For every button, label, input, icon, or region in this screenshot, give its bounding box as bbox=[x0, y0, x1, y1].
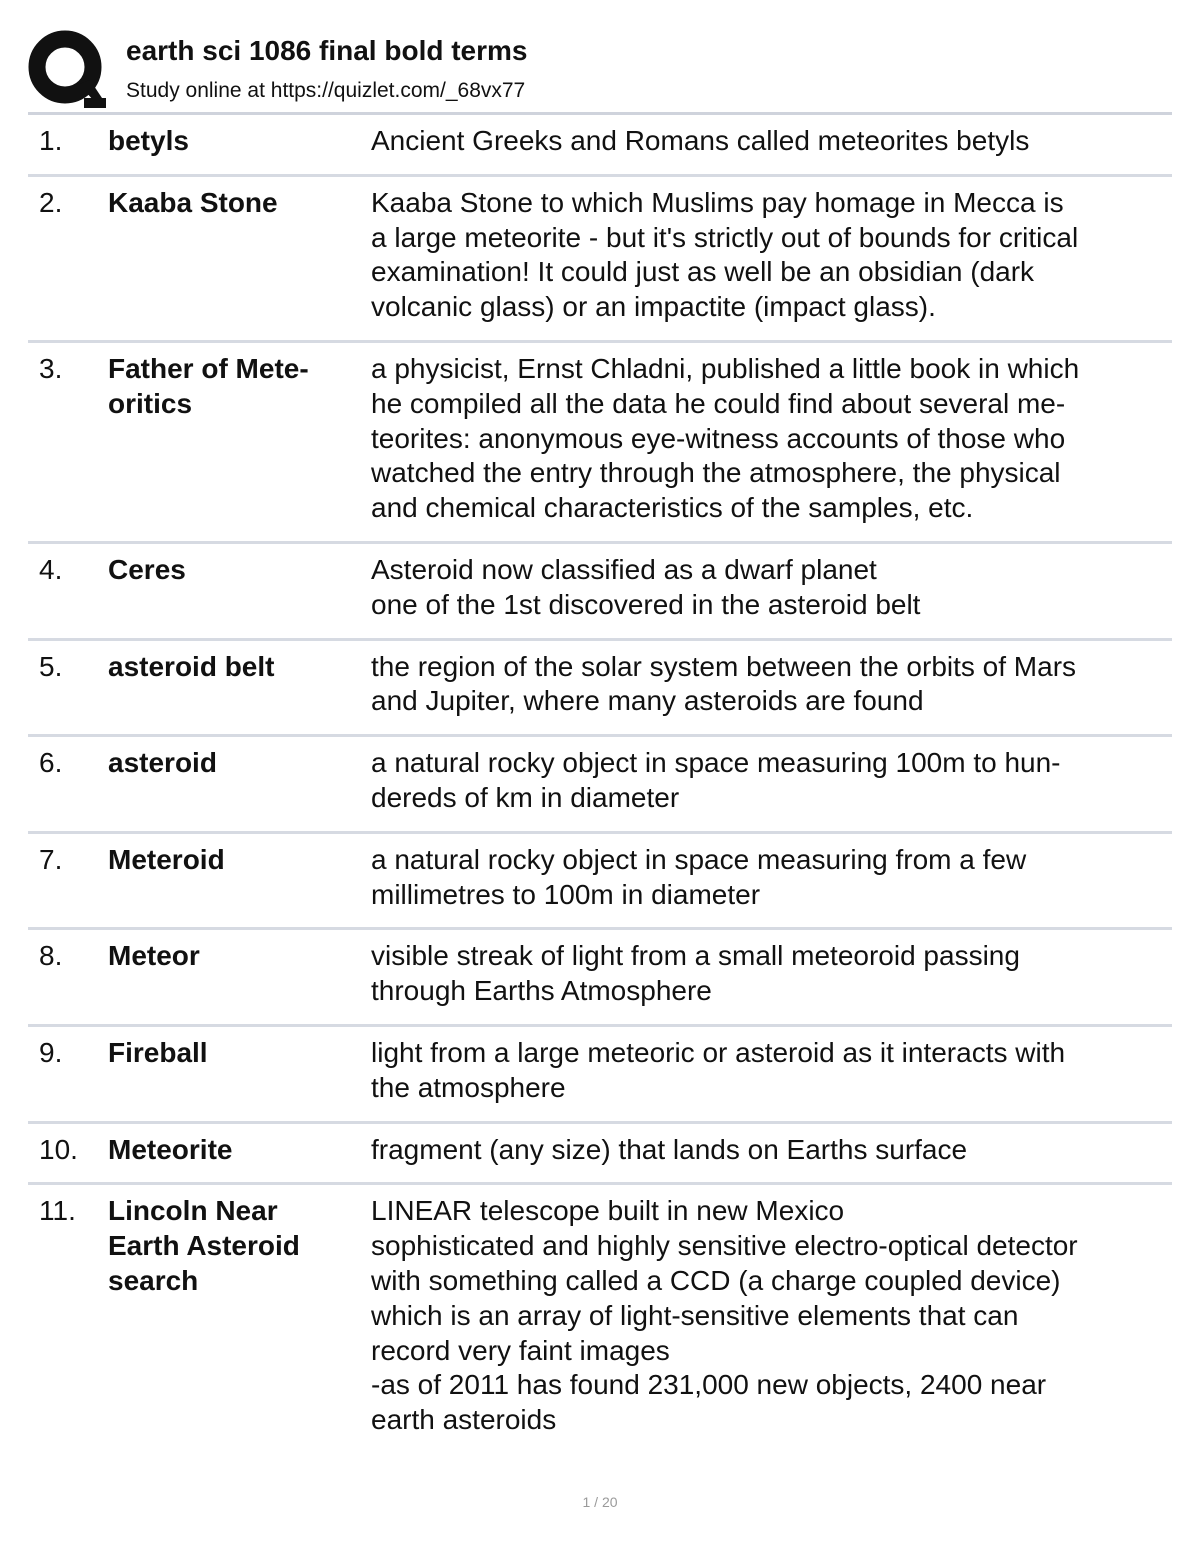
term-word bbox=[108, 650, 348, 685]
term-word bbox=[108, 843, 348, 878]
definition-line: and Jupiter, where many asteroids are found bbox=[371, 685, 924, 717]
definition-line: a natural rocky object in space measuring 100m to hun- bbox=[371, 747, 1061, 779]
definition-line: examination! It could just as well be an obsidian (dark bbox=[371, 256, 1035, 288]
term-definition bbox=[371, 650, 1166, 720]
term-word bbox=[108, 1133, 348, 1168]
term-number: 7. bbox=[39, 843, 63, 875]
term-row bbox=[28, 641, 1172, 738]
definition-line: through Earths Atmosphere bbox=[371, 975, 712, 1007]
term-definition bbox=[371, 1194, 1166, 1438]
term-word-line: Kaaba Stone bbox=[108, 186, 278, 218]
term-definition bbox=[371, 1036, 1166, 1106]
definition-line: a natural rocky object in space measuring from a few bbox=[371, 843, 1027, 875]
term-word-line: asteroid bbox=[108, 747, 217, 779]
definition-line: and chemical characteristics of the samples, etc. bbox=[371, 492, 974, 524]
term-row bbox=[28, 115, 1172, 177]
term-word-line: oritics bbox=[108, 387, 193, 419]
definition-line: dereds of km in diameter bbox=[371, 781, 680, 813]
definition-line: which is an array of light-sensitive elements that can bbox=[371, 1299, 1019, 1331]
term-word-line: Lincoln Near bbox=[108, 1195, 278, 1227]
term-number: 6. bbox=[39, 747, 63, 779]
term-definition bbox=[371, 124, 1166, 159]
definition-line: watched the entry through the atmosphere, the physical bbox=[371, 457, 1061, 489]
term-definition bbox=[371, 1133, 1166, 1168]
definition-line: a large meteorite - but it's strictly out of bounds for critical bbox=[371, 221, 1079, 253]
term-word bbox=[108, 186, 348, 221]
definition-line: Asteroid now classified as a dwarf planet bbox=[371, 553, 877, 585]
definition-line: the region of the solar system between the orbits of Mars bbox=[371, 650, 1077, 682]
definition-line: Kaaba Stone to which Muslims pay homage in Mecca is bbox=[371, 186, 1064, 218]
term-word-line: betyls bbox=[108, 125, 189, 156]
term-word bbox=[108, 939, 348, 974]
term-definition bbox=[371, 843, 1166, 913]
term-number: 11. bbox=[39, 1195, 76, 1227]
term-word-line: asteroid belt bbox=[108, 650, 275, 682]
definition-line: -as of 2011 has found 231,000 new objects, 2400 near bbox=[371, 1369, 1047, 1401]
term-word bbox=[108, 1036, 348, 1071]
term-definition bbox=[371, 186, 1166, 325]
definition-line: Ancient Greeks and Romans called meteorites betyls bbox=[371, 125, 1030, 156]
term-row bbox=[28, 343, 1172, 544]
term-row bbox=[28, 1124, 1172, 1186]
page-number: 1 / 20 bbox=[582, 1494, 618, 1510]
definition-line: visible streak of light from a small meteoroid passing bbox=[371, 940, 1020, 972]
term-word-line: Meteorite bbox=[108, 1133, 233, 1165]
term-word-line: Ceres bbox=[108, 553, 186, 585]
definition-line: with something called a CCD (a charge coupled device) bbox=[371, 1264, 1061, 1296]
terms-list bbox=[28, 115, 1172, 1453]
term-word-line: Meteor bbox=[108, 940, 200, 972]
term-number: 9. bbox=[39, 1036, 63, 1068]
page-header bbox=[28, 28, 1172, 112]
term-row bbox=[28, 737, 1172, 834]
term-word bbox=[108, 553, 348, 588]
term-word-line: Father of Mete- bbox=[108, 352, 309, 384]
term-number: 4. bbox=[39, 553, 63, 585]
term-word-line: Meteroid bbox=[108, 843, 225, 875]
term-number: 8. bbox=[39, 940, 63, 972]
quizlet-logo-icon bbox=[28, 30, 106, 108]
document-title: earth sci 1086 final bold terms bbox=[126, 35, 528, 66]
term-row bbox=[28, 930, 1172, 1027]
definition-line: he compiled all the data he could find about several me- bbox=[371, 387, 1066, 419]
term-word bbox=[108, 352, 348, 422]
term-definition bbox=[371, 553, 1166, 623]
definition-line: a physicist, Ernst Chladni, published a little book in which bbox=[371, 352, 1080, 384]
definition-line: record very faint images bbox=[371, 1334, 670, 1366]
definition-line: one of the 1st discovered in the asteroid belt bbox=[371, 588, 921, 620]
term-word bbox=[108, 124, 348, 159]
term-word-line: Earth Asteroid bbox=[108, 1230, 300, 1262]
term-number: 5. bbox=[39, 650, 63, 682]
term-row bbox=[28, 544, 1172, 641]
definition-line: light from a large meteoric or asteroid as it interacts with bbox=[371, 1036, 1066, 1068]
term-word-line: Fireball bbox=[108, 1036, 208, 1068]
definition-line: teorites: anonymous eye-witness accounts of those who bbox=[371, 422, 1066, 454]
term-number: 10. bbox=[39, 1133, 78, 1165]
study-online-link[interactable]: Study online at https://quizlet.com/_68vx77 bbox=[126, 79, 526, 102]
term-number: 2. bbox=[39, 186, 63, 218]
term-row bbox=[28, 834, 1172, 931]
term-definition bbox=[371, 939, 1166, 1009]
definition-line: volcanic glass) or an impactite (impact glass). bbox=[371, 291, 936, 323]
definition-line: sophisticated and highly sensitive electro-optical detector bbox=[371, 1230, 1078, 1262]
term-word bbox=[108, 1194, 348, 1298]
term-word bbox=[108, 746, 348, 781]
term-number: 3. bbox=[39, 352, 63, 384]
term-row bbox=[28, 177, 1172, 343]
definition-line: LINEAR telescope built in new Mexico bbox=[371, 1195, 845, 1227]
definition-line: the atmosphere bbox=[371, 1071, 566, 1103]
term-row bbox=[28, 1185, 1172, 1453]
term-number: 1. bbox=[39, 125, 63, 156]
definition-line: fragment (any size) that lands on Earths surface bbox=[371, 1133, 968, 1165]
term-definition bbox=[371, 352, 1166, 526]
definition-line: millimetres to 100m in diameter bbox=[371, 878, 761, 910]
term-row bbox=[28, 1027, 1172, 1124]
term-word-line: search bbox=[108, 1264, 199, 1296]
definition-line: earth asteroids bbox=[371, 1404, 557, 1436]
term-definition bbox=[371, 746, 1166, 816]
